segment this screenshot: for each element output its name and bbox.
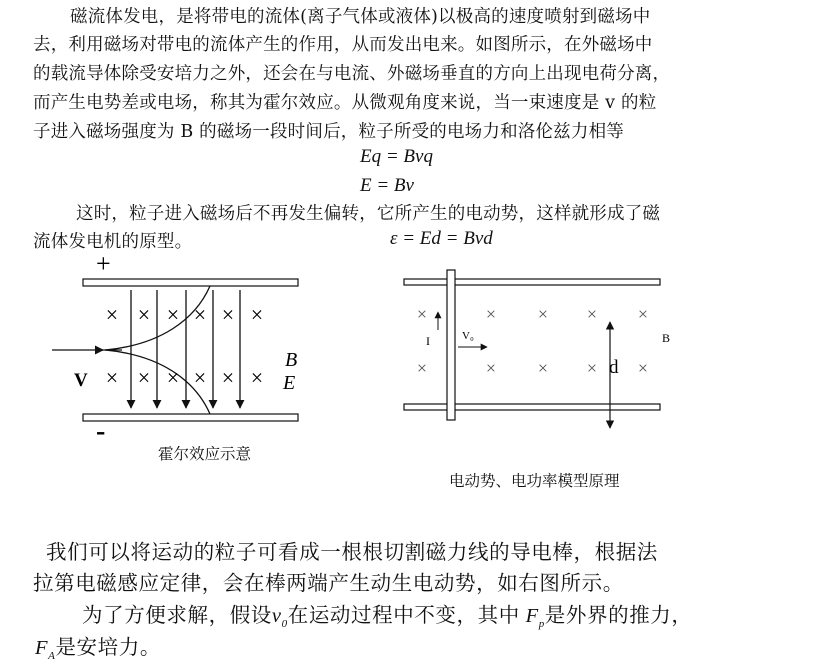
v0-symbol: $v_0$ (271, 605, 288, 631)
magnetic-field-cross: × (221, 302, 235, 327)
magnetic-field-cross: × (105, 365, 119, 390)
magnetic-field-cross: × (250, 302, 264, 327)
paragraph-3-line-2: 拉第电磁感应定律，会在棒两端产生动生电动势，如右图所示。 (33, 571, 624, 595)
electric-field-label: E (283, 372, 296, 394)
current-label: I (426, 334, 430, 348)
velocity-label: V₀ (462, 330, 474, 342)
magnetic-field-cross: × (416, 304, 428, 324)
negative-sign: - (96, 416, 106, 447)
paragraph-2-line-1: 这时，粒子进入磁场后不再发生偏转，它所产生的电动势，这样就形成了磁 (76, 204, 661, 224)
magnetic-field-cross: × (193, 302, 207, 327)
magnetic-field-cross: × (166, 302, 180, 327)
paragraph-1-line-2: 去，利用磁场对带电的流体产生的作用，从而发出电来。如图所示，在外磁场中 (33, 35, 653, 55)
magnetic-field-cross: × (137, 365, 151, 390)
magnetic-field-cross: × (485, 358, 497, 378)
text-segment: 在运动过程中不变，其中 (287, 603, 520, 627)
paragraph-3-line-4 (35, 630, 161, 662)
positive-sign: + (96, 249, 111, 278)
fp-symbol: $F_p$ (525, 605, 545, 631)
conducting-rod (447, 270, 455, 420)
magnetic-field-cross: × (485, 304, 497, 324)
text-segment: 是安培力。 (55, 635, 161, 659)
magnetic-field-cross: × (586, 304, 598, 324)
top-rail (404, 279, 660, 285)
text-segment: 为了方便求解，假设 (82, 603, 272, 627)
distance-label: d (609, 357, 619, 378)
equation-emf: ε = Ed = Bvd (390, 228, 493, 249)
magnetic-field-cross: × (637, 304, 649, 324)
magnetic-field-label: B (285, 349, 298, 371)
magnetic-field-cross: × (586, 358, 598, 378)
magnetic-field-cross: × (137, 302, 151, 327)
fa-symbol: $F_A$ (35, 637, 56, 663)
bottom-rail (404, 404, 660, 410)
magnetic-field-cross: × (250, 365, 264, 390)
paragraph-1-line-1: 磁流体发电，是将带电的流体(离子气体或液体)以极高的速度喷射到磁场中 (70, 7, 651, 27)
magnetic-field-cross: × (105, 302, 119, 327)
velocity-label: V (74, 370, 88, 391)
paragraph-3-line-1: 我们可以将运动的粒子可看成一根根切割磁力线的导电棒，根据法 (46, 540, 658, 564)
paragraph-1-line-3: 的载流导体除受安培力之外，还会在与电流、外磁场垂直的方向上出现电荷分离， (33, 64, 671, 84)
equation-eq-bvq: Eq = Bvq (360, 146, 433, 167)
equation-e-bv: E = Bv (360, 175, 414, 196)
text-segment: 是外界的推力， (544, 603, 693, 627)
paragraph-3-line-3 (82, 598, 693, 630)
hall-effect-caption: 霍尔效应示意 (158, 445, 252, 463)
paragraph-1-line-5: 子进入磁场强度为 B 的磁场一段时间后，粒子所受的电场力和洛伦兹力相等 (33, 122, 624, 142)
magnetic-field-cross: × (537, 304, 549, 324)
magnetic-field-cross: × (637, 358, 649, 378)
magnetic-field-cross: × (537, 358, 549, 378)
paragraph-2-line-2: 流体发电机的原型。 (33, 232, 193, 252)
magnetic-field-cross: × (416, 358, 428, 378)
magnetic-field-cross: × (221, 365, 235, 390)
magnetic-field-cross: × (193, 365, 207, 390)
magnetic-field-cross: × (166, 365, 180, 390)
emf-model-caption: 电动势、电功率模型原理 (449, 472, 620, 490)
paragraph-1-line-4: 而产生电势差或电场，称其为霍尔效应。从微观角度来说，当一束速度是 v 的粒 (33, 93, 657, 113)
magnetic-field-label: B (662, 331, 671, 345)
